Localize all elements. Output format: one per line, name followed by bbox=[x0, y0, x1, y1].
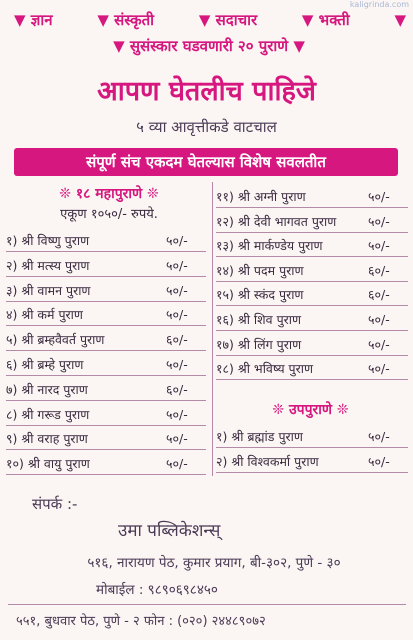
publisher-name: उमा पब्लिकेशन्स् bbox=[118, 521, 221, 541]
purana-price: ६०/- bbox=[368, 262, 390, 278]
purana-price: ५०/- bbox=[368, 312, 390, 327]
purana-price: ५०/- bbox=[166, 357, 188, 372]
publisher-address: ५१६, नारायण पेठ, कुमार प्रयाग, बी-३०२, पुणे - ३० bbox=[87, 555, 341, 571]
purana-price: ६०/- bbox=[368, 287, 390, 303]
purana-price: ५०/- bbox=[368, 213, 390, 229]
purana-name: १५) श्री स्कंद पुराण bbox=[216, 287, 304, 303]
purana-price: ५०/- bbox=[166, 282, 188, 298]
contact-label: संपर्क :- bbox=[32, 495, 78, 513]
list-item bbox=[6, 327, 206, 351]
list-item bbox=[6, 402, 206, 426]
purana-name: ६) श्री ब्रम्हे पुराण bbox=[6, 357, 84, 372]
mobile-number: मोबाईल : ९८९०६९८४५० bbox=[96, 582, 218, 598]
purana-name: १४) श्री पदम पुराण bbox=[216, 262, 304, 278]
list-item bbox=[6, 278, 206, 302]
purana-price: ५०/- bbox=[368, 361, 390, 377]
purana-name: १७) श्री लिंग पुराण bbox=[216, 336, 302, 352]
purana-name: १६) श्री शिव पुराण bbox=[216, 312, 302, 327]
purana-name: १) श्री विष्णु पुराण bbox=[6, 233, 90, 248]
list-item bbox=[6, 426, 206, 450]
purana-name: ४) श्री कर्म पुराण bbox=[6, 307, 83, 323]
purana-price: ५०/- bbox=[368, 454, 390, 469]
list-item bbox=[6, 352, 206, 376]
purana-name: १३) श्री मार्कण्डेय पुराण bbox=[216, 238, 323, 254]
purana-price: ५०/- bbox=[368, 429, 390, 444]
purana-price: ५०/- bbox=[368, 238, 390, 254]
list-item bbox=[216, 258, 408, 282]
list-item bbox=[216, 356, 408, 380]
purana-price: ५०/- bbox=[368, 189, 390, 204]
list-item bbox=[216, 184, 408, 208]
list-item bbox=[6, 253, 206, 277]
purana-price: ५०/- bbox=[166, 431, 188, 447]
list-item bbox=[216, 233, 408, 257]
purana-price: ५०/- bbox=[166, 456, 188, 472]
list-item bbox=[216, 282, 408, 306]
purana-price: ५०/- bbox=[166, 257, 188, 273]
list-item bbox=[6, 451, 206, 475]
purana-price: ५०/- bbox=[166, 233, 188, 248]
secondary-address: ५५१, बुधवार पेठ, पुणे - २ फोन : (०२०) २४४८९०७२ bbox=[16, 614, 266, 629]
edition-text: ५ व्या आवृत्तीकडे वाटचाल bbox=[136, 118, 277, 136]
purana-name: ९) श्री वराह पुराण bbox=[6, 431, 88, 447]
purana-list bbox=[6, 182, 408, 478]
subtitle: ▼ सुसंस्कार घडवणारी २० पुराणे ▼ bbox=[113, 37, 305, 55]
purana-price: ५०/- bbox=[166, 406, 188, 422]
purana-price: ५०/- bbox=[166, 307, 188, 323]
purana-name: १) श्री ब्रह्मांड पुराण bbox=[216, 429, 303, 444]
offer-banner: संपूर्ण संच एकदम घेतल्यास विशेष सवलतीत bbox=[14, 148, 398, 176]
purana-name: १०) श्री वायु पुराण bbox=[6, 456, 90, 472]
purana-name: १२) श्री देवी भागवत पुराण bbox=[216, 213, 337, 229]
list-item bbox=[216, 307, 408, 331]
purana-price: ६०/- bbox=[166, 332, 188, 348]
purana-name: ८) श्री गरूड पुराण bbox=[6, 406, 90, 422]
list-item bbox=[6, 228, 206, 252]
list-item bbox=[216, 424, 408, 448]
watermark: kaligrinda.com bbox=[349, 0, 409, 9]
purana-name: १८) श्री भविष्य पुराण bbox=[216, 361, 314, 377]
purana-name: ५) श्री ब्रम्हवैवर्त पुराण bbox=[6, 332, 105, 348]
list-item bbox=[216, 449, 408, 473]
topic-gyan: ▼ ज्ञान bbox=[14, 11, 53, 29]
purana-price: ५०/- bbox=[368, 336, 390, 352]
topic-bhakti: ▼ भक्ती bbox=[301, 11, 350, 29]
upapuranas-title: ❊ उपपुराणे ❊ bbox=[272, 402, 349, 418]
purana-name: २) श्री विश्वकर्मा पुराण bbox=[216, 454, 319, 469]
list-item bbox=[216, 332, 408, 356]
column-divider bbox=[212, 182, 213, 476]
purana-name: ७) श्री नारद पुराण bbox=[6, 381, 88, 397]
topics-line bbox=[14, 8, 406, 32]
divider bbox=[8, 604, 406, 605]
list-item bbox=[6, 377, 206, 401]
mahapuranas-total: एकूण १०५०/- रुपये. bbox=[60, 207, 158, 222]
headline: आपण घेतलीच पाहिजे bbox=[97, 76, 316, 107]
topic-sadachar: ▼ सदाचार bbox=[198, 11, 258, 29]
list-item bbox=[6, 302, 206, 326]
list-item bbox=[216, 209, 408, 233]
purana-name: ३) श्री वामन पुराण bbox=[6, 282, 91, 298]
mahapuranas-title: ❊ १८ महापुराणे ❊ bbox=[59, 186, 159, 202]
purana-name: ११) श्री अग्नी पुराण bbox=[216, 189, 306, 204]
purana-price: ६०/- bbox=[166, 381, 188, 397]
topic-end-marker: ▼ bbox=[394, 11, 406, 29]
topic-sanskruti: ▼ संस्कृती bbox=[97, 11, 155, 29]
purana-name: २) श्री मत्स्य पुराण bbox=[6, 257, 90, 273]
